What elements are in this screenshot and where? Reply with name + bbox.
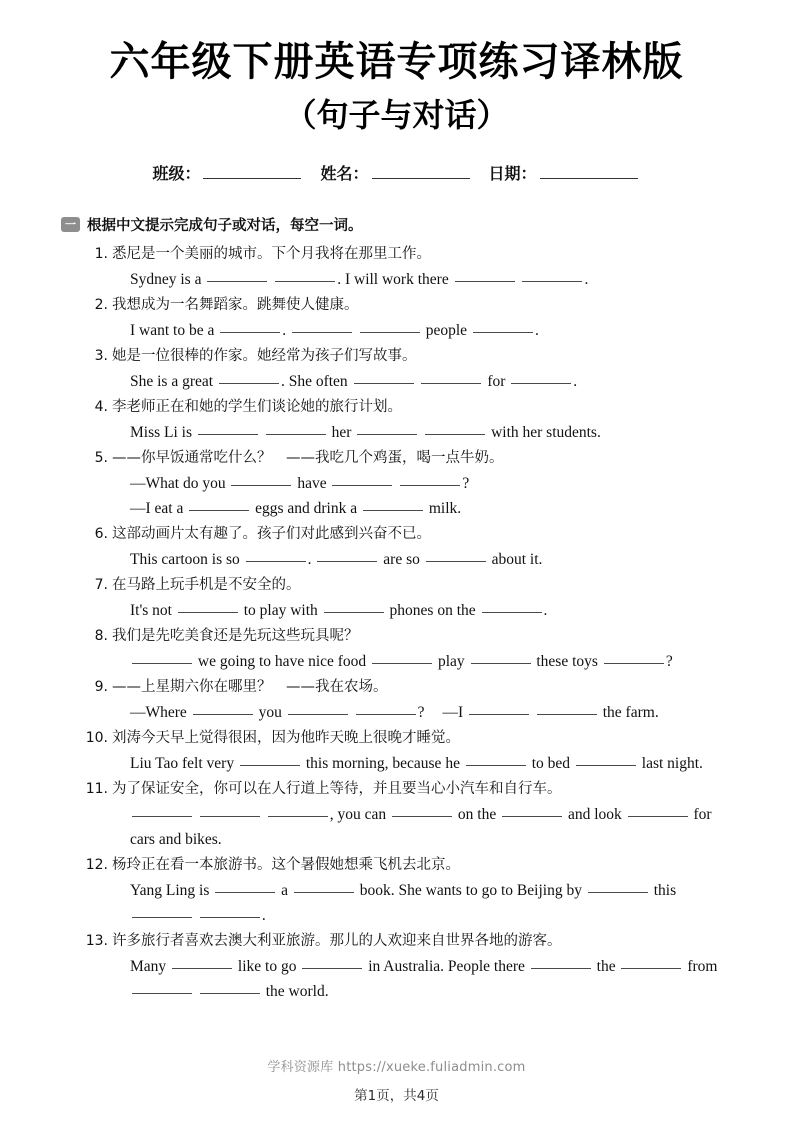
class-label: 班级： bbox=[152, 164, 201, 184]
answer-blank[interactable] bbox=[317, 561, 377, 562]
question-item bbox=[82, 522, 741, 572]
date-label: 日期： bbox=[488, 164, 537, 184]
en-text bbox=[416, 373, 420, 390]
answer-blank[interactable] bbox=[266, 434, 326, 435]
question-cn-prompt: 她是一位很棒的作家。她经常为孩子们写故事。 bbox=[112, 348, 417, 365]
question-item bbox=[82, 726, 741, 776]
answer-blank[interactable] bbox=[302, 968, 362, 969]
question-en-line bbox=[108, 369, 741, 394]
answer-blank[interactable] bbox=[426, 561, 486, 562]
en-text bbox=[194, 806, 198, 823]
answer-blank[interactable] bbox=[531, 968, 591, 969]
answer-blank[interactable] bbox=[471, 663, 531, 664]
question-cn-prompt: 悉尼是一个美丽的城市。下个月我将在那里工作。 bbox=[112, 246, 431, 263]
answer-blank[interactable] bbox=[172, 968, 232, 969]
question-en-line bbox=[108, 471, 741, 496]
question-number: 6. bbox=[94, 526, 108, 543]
en-text: last night. bbox=[637, 755, 703, 773]
answer-blank[interactable] bbox=[288, 714, 348, 715]
en-text: Yang Ling is bbox=[130, 882, 214, 900]
answer-blank[interactable] bbox=[372, 663, 432, 664]
section-number-badge: 一 bbox=[61, 217, 80, 232]
question-en-line bbox=[108, 547, 741, 572]
en-text: . bbox=[282, 322, 290, 340]
answer-blank[interactable] bbox=[132, 816, 192, 817]
question-item bbox=[82, 675, 741, 725]
question-cn-prompt: 杨玲正在看一本旅游书。这个暑假她想乘飞机去北京。 bbox=[112, 857, 460, 874]
answer-blank[interactable] bbox=[240, 765, 300, 766]
en-text: It's not bbox=[130, 602, 176, 620]
answer-blank[interactable] bbox=[576, 765, 636, 766]
question-body bbox=[108, 675, 741, 725]
answer-blank[interactable] bbox=[421, 383, 481, 384]
question-cn-prompt: ——你早饭通常吃什么？ ——我吃几个鸡蛋，喝一点牛奶。 bbox=[112, 450, 504, 467]
question-body bbox=[108, 446, 741, 521]
answer-blank[interactable] bbox=[356, 714, 416, 715]
answer-blank[interactable] bbox=[604, 663, 664, 664]
en-text: ? bbox=[665, 653, 673, 671]
answer-blank[interactable] bbox=[482, 612, 542, 613]
question-body bbox=[108, 344, 741, 394]
answer-blank[interactable] bbox=[400, 485, 460, 486]
page-title: 六年级下册英语专项练习译林版 bbox=[109, 38, 684, 85]
en-text: —I bbox=[442, 704, 467, 722]
question-number: 12. bbox=[85, 857, 108, 874]
question-number: 8. bbox=[94, 628, 108, 645]
question-body bbox=[108, 929, 741, 1004]
answer-blank[interactable] bbox=[189, 510, 249, 511]
question-number: 2. bbox=[94, 297, 108, 314]
question-body bbox=[108, 777, 741, 852]
question-en-line bbox=[108, 802, 741, 827]
question-body bbox=[108, 242, 741, 292]
en-text: and look bbox=[564, 806, 626, 824]
en-text bbox=[194, 983, 198, 1000]
en-text: for bbox=[689, 806, 712, 824]
question-cn-prompt: 李老师正在和她的学生们谈论她的旅行计划。 bbox=[112, 399, 402, 416]
question-number: 7. bbox=[94, 577, 108, 594]
en-text: this bbox=[649, 882, 677, 900]
answer-blank[interactable] bbox=[522, 281, 582, 282]
question-cn-prompt: 许多旅行者喜欢去澳大利亚旅游。那儿的人欢迎来自世界各地的游客。 bbox=[112, 933, 562, 950]
question-item bbox=[82, 395, 741, 445]
date-field[interactable] bbox=[489, 161, 641, 184]
question-en-line bbox=[108, 751, 741, 776]
answer-blank[interactable] bbox=[588, 892, 648, 893]
page-subtitle: （句子与对话） bbox=[284, 96, 509, 135]
answer-blank[interactable] bbox=[268, 816, 328, 817]
en-text: people bbox=[421, 322, 471, 340]
question-en-line bbox=[108, 700, 741, 725]
question-en-line bbox=[108, 903, 741, 928]
answer-blank[interactable] bbox=[473, 332, 533, 333]
answer-blank[interactable] bbox=[178, 612, 238, 613]
question-en-line bbox=[108, 954, 741, 979]
en-text bbox=[350, 704, 354, 721]
en-text: with her students. bbox=[487, 424, 601, 442]
answer-blank[interactable] bbox=[628, 816, 688, 817]
en-text: on the bbox=[454, 806, 501, 824]
en-text: for bbox=[483, 373, 510, 391]
en-text: ? bbox=[417, 704, 425, 722]
answer-blank[interactable] bbox=[200, 993, 260, 994]
en-text: —Where bbox=[130, 704, 191, 722]
name-label: 姓名： bbox=[320, 164, 369, 184]
en-text bbox=[394, 475, 398, 492]
answer-blank[interactable] bbox=[292, 332, 352, 333]
question-en-line bbox=[108, 318, 741, 343]
en-text: like to go bbox=[234, 958, 301, 976]
en-text: from bbox=[683, 958, 718, 976]
en-text bbox=[260, 424, 264, 441]
question-en-line bbox=[108, 496, 741, 521]
en-text: . bbox=[534, 322, 539, 340]
question-body bbox=[108, 522, 741, 572]
question-number: 5. bbox=[94, 450, 108, 467]
en-text: She is a great bbox=[130, 373, 217, 391]
question-cn-prompt: 这部动画片太有趣了。孩子们对此感到兴奋不已。 bbox=[112, 526, 431, 543]
en-text: to bed bbox=[527, 755, 574, 773]
en-text: . I will work there bbox=[337, 271, 453, 289]
en-text: cars and bikes. bbox=[130, 831, 222, 849]
en-text bbox=[262, 806, 266, 823]
question-en-line bbox=[108, 979, 741, 1004]
en-text: Liu Tao felt very bbox=[130, 755, 238, 773]
en-text: , you can bbox=[329, 806, 391, 824]
en-text: her bbox=[327, 424, 356, 442]
question-en-line bbox=[108, 878, 741, 903]
en-text: —I eat a bbox=[130, 500, 188, 518]
answer-blank[interactable] bbox=[198, 434, 258, 435]
answer-blank[interactable] bbox=[537, 714, 597, 715]
answer-blank[interactable] bbox=[231, 485, 291, 486]
question-item bbox=[82, 624, 741, 674]
en-text: are so bbox=[379, 551, 424, 569]
en-text bbox=[269, 271, 273, 288]
en-text bbox=[354, 322, 358, 339]
answer-blank[interactable] bbox=[219, 383, 279, 384]
answer-blank[interactable] bbox=[200, 917, 260, 918]
question-number: 13. bbox=[85, 933, 108, 950]
en-text: about it. bbox=[487, 551, 543, 569]
question-en-line bbox=[108, 598, 741, 623]
question-list bbox=[62, 242, 741, 1004]
question-body bbox=[108, 624, 741, 674]
question-item bbox=[82, 929, 741, 1004]
en-text: in Australia. People there bbox=[364, 958, 529, 976]
answer-blank[interactable] bbox=[425, 434, 485, 435]
en-text: a bbox=[277, 882, 292, 900]
question-body bbox=[108, 573, 741, 623]
question-cn-prompt: 在马路上玩手机是不安全的。 bbox=[112, 577, 301, 594]
answer-blank[interactable] bbox=[392, 816, 452, 817]
class-field[interactable] bbox=[152, 161, 304, 184]
answer-blank[interactable] bbox=[132, 663, 192, 664]
section-heading bbox=[61, 214, 741, 235]
en-text: . bbox=[307, 551, 316, 569]
answer-blank[interactable] bbox=[220, 332, 280, 333]
en-text: you bbox=[254, 704, 286, 722]
en-text bbox=[531, 704, 535, 721]
question-body bbox=[108, 395, 741, 445]
answer-blank[interactable] bbox=[207, 281, 267, 282]
answer-blank[interactable] bbox=[132, 993, 192, 994]
en-text: This cartoon is so bbox=[130, 551, 244, 569]
en-text: I want to be a bbox=[130, 322, 219, 340]
en-text: play bbox=[434, 653, 469, 671]
answer-blank[interactable] bbox=[621, 968, 681, 969]
en-text: . bbox=[261, 907, 266, 925]
name-input-rule[interactable] bbox=[372, 178, 470, 179]
en-text: phones on the bbox=[385, 602, 480, 620]
question-number: 4. bbox=[94, 399, 108, 416]
answer-blank[interactable] bbox=[357, 434, 417, 435]
en-text: . bbox=[584, 271, 589, 289]
answer-blank[interactable] bbox=[455, 281, 515, 282]
question-body bbox=[108, 853, 741, 928]
question-number: 1. bbox=[94, 246, 108, 263]
date-input-rule[interactable] bbox=[540, 178, 638, 179]
answer-blank[interactable] bbox=[332, 485, 392, 486]
question-cn-prompt: 为了保证安全，你可以在人行道上等待，并且要当心小汽车和自行车。 bbox=[112, 781, 562, 798]
title-block bbox=[0, 0, 793, 139]
question-number: 3. bbox=[94, 348, 108, 365]
question-item bbox=[82, 573, 741, 623]
en-text: we going to have nice food bbox=[194, 653, 371, 671]
question-item bbox=[82, 853, 741, 928]
question-cn-prompt: 刘涛今天早上觉得很困，因为他昨天晚上很晚才睡觉。 bbox=[112, 730, 460, 747]
name-field[interactable] bbox=[320, 161, 472, 184]
question-item bbox=[82, 446, 741, 521]
en-text: Miss Li is bbox=[130, 424, 196, 442]
class-input-rule[interactable] bbox=[203, 178, 301, 179]
answer-blank[interactable] bbox=[275, 281, 335, 282]
en-text: Many bbox=[130, 958, 171, 976]
en-text: to play with bbox=[239, 602, 322, 620]
en-text: . bbox=[543, 602, 548, 620]
answer-blank[interactable] bbox=[246, 561, 306, 562]
answer-blank[interactable] bbox=[354, 383, 414, 384]
answer-blank[interactable] bbox=[363, 510, 423, 511]
question-item bbox=[82, 344, 741, 394]
section-one bbox=[0, 214, 793, 1004]
answer-blank[interactable] bbox=[193, 714, 253, 715]
question-item bbox=[82, 242, 741, 292]
question-en-line bbox=[108, 827, 741, 852]
question-number: 10. bbox=[85, 730, 108, 747]
en-text: ? bbox=[462, 475, 470, 493]
question-cn-prompt: 我想成为一名舞蹈家。跳舞使人健康。 bbox=[112, 297, 359, 314]
en-text bbox=[194, 907, 198, 924]
answer-blank[interactable] bbox=[294, 892, 354, 893]
en-text: have bbox=[293, 475, 331, 493]
en-text bbox=[419, 424, 423, 441]
en-text: the farm. bbox=[598, 704, 659, 722]
question-en-line bbox=[108, 420, 741, 445]
answer-blank[interactable] bbox=[215, 892, 275, 893]
answer-blank[interactable] bbox=[502, 816, 562, 817]
en-text: . She often bbox=[280, 373, 352, 391]
question-item bbox=[82, 777, 741, 852]
answer-blank[interactable] bbox=[132, 917, 192, 918]
en-text bbox=[517, 271, 521, 288]
answer-blank[interactable] bbox=[511, 383, 571, 384]
en-text: . bbox=[573, 373, 578, 391]
answer-blank[interactable] bbox=[466, 765, 526, 766]
question-number: 9. bbox=[94, 679, 108, 696]
answer-blank[interactable] bbox=[200, 816, 260, 817]
en-text: book. She wants to go to Beijing by bbox=[355, 882, 586, 900]
page-footer bbox=[0, 1056, 793, 1104]
question-en-line bbox=[108, 649, 741, 674]
watermark-text: 学科资源库 https://xueke.fuliadmin.com bbox=[267, 1060, 526, 1075]
question-en-line bbox=[108, 267, 741, 292]
en-text: the world. bbox=[261, 983, 329, 1001]
question-body bbox=[108, 726, 741, 776]
en-text: the bbox=[592, 958, 620, 976]
question-number: 11. bbox=[85, 781, 108, 798]
page-number: 第1页，共4页 bbox=[354, 1088, 439, 1104]
en-text: Sydney is a bbox=[130, 271, 206, 289]
question-cn-prompt: 我们是先吃美食还是先玩这些玩具呢？ bbox=[112, 628, 359, 645]
student-info-line bbox=[0, 161, 793, 184]
en-text: these toys bbox=[532, 653, 602, 671]
question-body bbox=[108, 293, 741, 343]
answer-blank[interactable] bbox=[324, 612, 384, 613]
question-item bbox=[82, 293, 741, 343]
answer-blank[interactable] bbox=[469, 714, 529, 715]
question-cn-prompt: ——上星期六你在哪里？ ——我在农场。 bbox=[112, 679, 388, 696]
answer-blank[interactable] bbox=[360, 332, 420, 333]
en-text: —What do you bbox=[130, 475, 230, 493]
en-text: this morning, because he bbox=[301, 755, 464, 773]
en-text: eggs and drink a bbox=[251, 500, 361, 518]
en-text: milk. bbox=[425, 500, 462, 518]
section-instruction: 根据中文提示完成句子或对话，每空一词。 bbox=[87, 218, 363, 235]
